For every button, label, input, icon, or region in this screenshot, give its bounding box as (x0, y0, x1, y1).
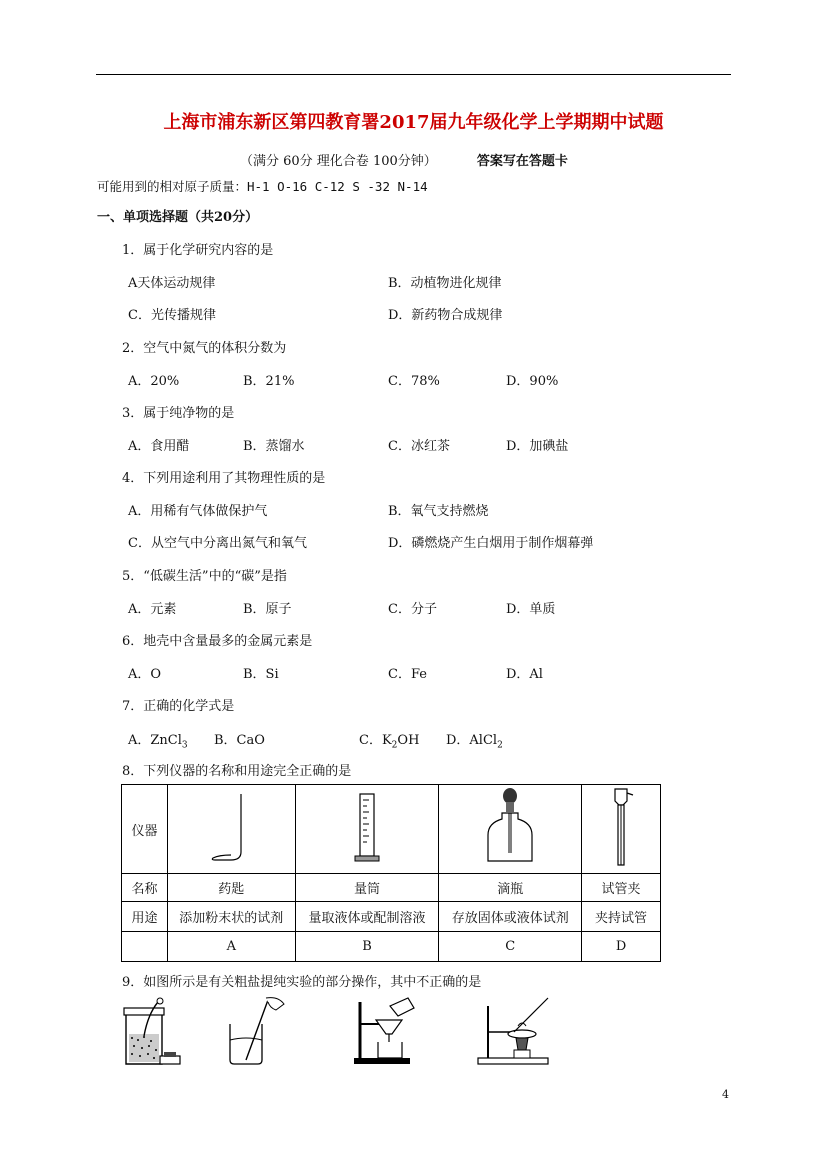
question-2-stem: 2．空气中氮气的体积分数为 (122, 341, 287, 356)
q1-option-d: D．新药物合成规律 (388, 308, 503, 323)
table-row (122, 902, 661, 932)
atomic-masses: 可能用到的相对原子质量：H-1 O-16 C-12 S -32 N-14 (97, 179, 428, 194)
section-heading: 一、单项选择题（共20分） (97, 210, 259, 225)
evaporation-icon (478, 998, 548, 1064)
use-b: 量取液体或配制溶液 (295, 902, 439, 932)
page-number: 4 (722, 1088, 729, 1101)
q7-option-d-text: D．AlCl (446, 733, 498, 748)
question-1-stem: 1．属于化学研究内容的是 (122, 243, 274, 258)
q5-option-b: B．原子 (243, 602, 292, 617)
exam-info-text: （满分 60分 理化合卷 100分钟） (240, 154, 437, 169)
q7-option-a-sub: 3 (181, 740, 188, 751)
q2-option-d: D．90% (506, 374, 559, 389)
beaker-stirring-icon (230, 998, 284, 1064)
q7-option-a (128, 729, 188, 751)
spoon-icon (201, 792, 261, 862)
q5-option-d: D．单质 (506, 602, 556, 617)
use-d: 夹持试管 (582, 902, 661, 932)
q4-option-c: C．从空气中分离出氮气和氧气 (128, 536, 307, 551)
table-row (122, 932, 661, 962)
q7-option-d (446, 729, 503, 751)
q3-option-a: A．食用醋 (128, 439, 190, 454)
q7-option-c (359, 729, 419, 751)
question-3-stem: 3．属于纯净物的是 (122, 406, 235, 421)
q2-option-c: C．78% (388, 374, 440, 389)
dropper-bottle-illustration (439, 785, 582, 874)
question-4-stem: 4．下列用途利用了其物理性质的是 (122, 471, 326, 486)
page-title: 上海市浦东新区第四教育署2017届九年级化学上学期期中试题 (163, 112, 664, 133)
q4-option-d: D．磷燃烧产生白烟用于制作烟幕弹 (388, 536, 594, 551)
exam-info (240, 150, 568, 169)
name-a: 药匙 (167, 874, 295, 902)
use-a: 添加粉末状的试剂 (167, 902, 295, 932)
q2-option-b: B．21% (243, 374, 295, 389)
q1-option-c: C．光传播规律 (128, 308, 216, 323)
test-tube-clamp-icon (601, 785, 641, 869)
name-c: 滴瓶 (439, 874, 582, 902)
use-c: 存放固体或液体试剂 (439, 902, 582, 932)
name-b: 量筒 (295, 874, 439, 902)
q7-option-c-sub: 2 (391, 740, 398, 751)
top-rule (96, 74, 731, 75)
q7-option-c-text: C．K (359, 733, 392, 748)
q7-option-b: B．CaO (214, 733, 265, 748)
row-label-name: 名称 (122, 874, 168, 902)
q1-option-a: A天体运动规律 (128, 276, 216, 291)
letter-a: A (167, 932, 295, 962)
q7-option-a-text: A．ZnCl (128, 733, 182, 748)
letter-d: D (582, 932, 661, 962)
q6-option-b: B．Si (243, 667, 279, 682)
instrument-table (121, 784, 661, 962)
q3-option-c: C．冰红茶 (388, 439, 450, 454)
table-row (122, 874, 661, 902)
q4-option-b: B．氧气支持燃烧 (388, 504, 489, 519)
graduated-cylinder-icon (347, 790, 387, 864)
empty-cell (122, 932, 168, 962)
letter-b: B (295, 932, 439, 962)
graduated-cylinder-illustration (295, 785, 439, 874)
filtration-icon (354, 998, 414, 1064)
q6-option-c: C．Fe (388, 667, 427, 682)
table-row (122, 785, 661, 874)
name-d: 试管夹 (582, 874, 661, 902)
q1-option-b: B．动植物进化规律 (388, 276, 502, 291)
weighing-jar-icon (124, 998, 180, 1064)
q6-option-d: D．Al (506, 667, 543, 682)
question-5-stem: 5．“低碳生活”中的“碳”是指 (122, 569, 287, 584)
row-label-instrument: 仪器 (122, 785, 168, 874)
q3-option-b: B．蒸馏水 (243, 439, 305, 454)
question-7-stem: 7．正确的化学式是 (122, 699, 235, 714)
row-label-use: 用途 (122, 902, 168, 932)
test-tube-clamp-illustration (582, 785, 661, 874)
q7-option-d-sub: 2 (497, 740, 503, 751)
question-8-stem: 8．下列仪器的名称和用途完全正确的是 (122, 764, 352, 779)
q4-option-a: A．用稀有气体做保护气 (128, 504, 268, 519)
q2-option-a: A．20% (128, 374, 180, 389)
letter-c: C (439, 932, 582, 962)
q5-option-a: A．元素 (128, 602, 177, 617)
q6-option-a: A．O (128, 667, 162, 682)
spoon-illustration (167, 785, 295, 874)
dropper-bottle-icon (480, 787, 540, 867)
question-9-stem: 9．如图所示是有关粗盐提纯实验的部分操作，其中不正确的是 (122, 975, 482, 990)
salt-purification-illustrations (118, 996, 598, 1068)
answer-note: 答案写在答题卡 (476, 154, 568, 169)
q7-option-c-post: OH (397, 733, 420, 748)
question-6-stem: 6．地壳中含量最多的金属元素是 (122, 634, 313, 649)
q3-option-d: D．加碘盐 (506, 439, 569, 454)
q5-option-c: C．分子 (388, 602, 437, 617)
